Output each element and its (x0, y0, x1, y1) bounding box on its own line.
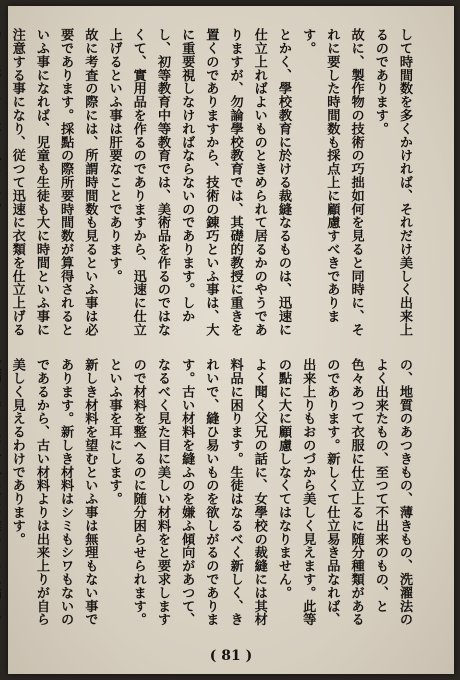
paragraph: よく聞く父兄の話に、女學校の裁縫には其材料品に困ります。生徒はなるべく新しく、きれいで、縫ひ易いものを欲しがるのであります。古い材料を縫ふのを嫌ふ傾向があつて、なるべく見た目に美しい材料をと要求しますので材料を整へるのに随分困らせられます。といふ事を耳にします。 (106, 358, 267, 626)
paragraph: 新しき材料を望むといふ事は無理もない事であります。新しき材料はシミもシワもないのであるから、古い材料よりは出来上りが自ら美しく見えるわけであります。 (9, 358, 98, 626)
paragraph: とかく、學校教育に於ける裁縫なるものは、迅速に仕立上ればよいものときめられて居るかのやうでありますが、勿論學校教育では、其礎的教授に重きを置くのでありますから、技術の錬巧といふ事は、大に重要視しなければならないのであります。しかし、初等教育中等教育では、美術品を作るのではなくて、實用品を作るのでありますから、迅速に仕立上げるといふ事は肝要なことであります。 (106, 28, 291, 337)
paragraph: して時間数を多くかければ、それだけ美しく出来上るのであります。 (372, 28, 412, 337)
book-page (8, 6, 454, 674)
lower-text-block (0, 358, 416, 634)
page-number: ( 81 ) (209, 648, 253, 664)
paragraph (0, 358, 5, 634)
paragraph: の、地質のあつきもの、薄きもの、洗濯法のよく出来たもの、至つて不出来のもの、と色々あつて衣服に仕立上るに随分種類があるのであります。新しくて仕立易き品なれば、出来上りもおのづから美しく見えます。此等の點に大に顧慮しなくてはなりません。 (275, 358, 412, 626)
paragraph: 故に、製作物の技術の巧拙如何を見ると同時に、それに要した時間数も採点上に顧慮すべきであります。 (300, 28, 364, 337)
paragraph: 故に考査の際には、所謂時間数も見るといふ事は必要であります。採點の際所要時間数が算得されるといふ事になれば、児童も生徒も大に時間といふ事に注意する事になり、従つて迅速に衣類を仕立上げる (9, 28, 98, 337)
upper-text-block (0, 28, 416, 346)
